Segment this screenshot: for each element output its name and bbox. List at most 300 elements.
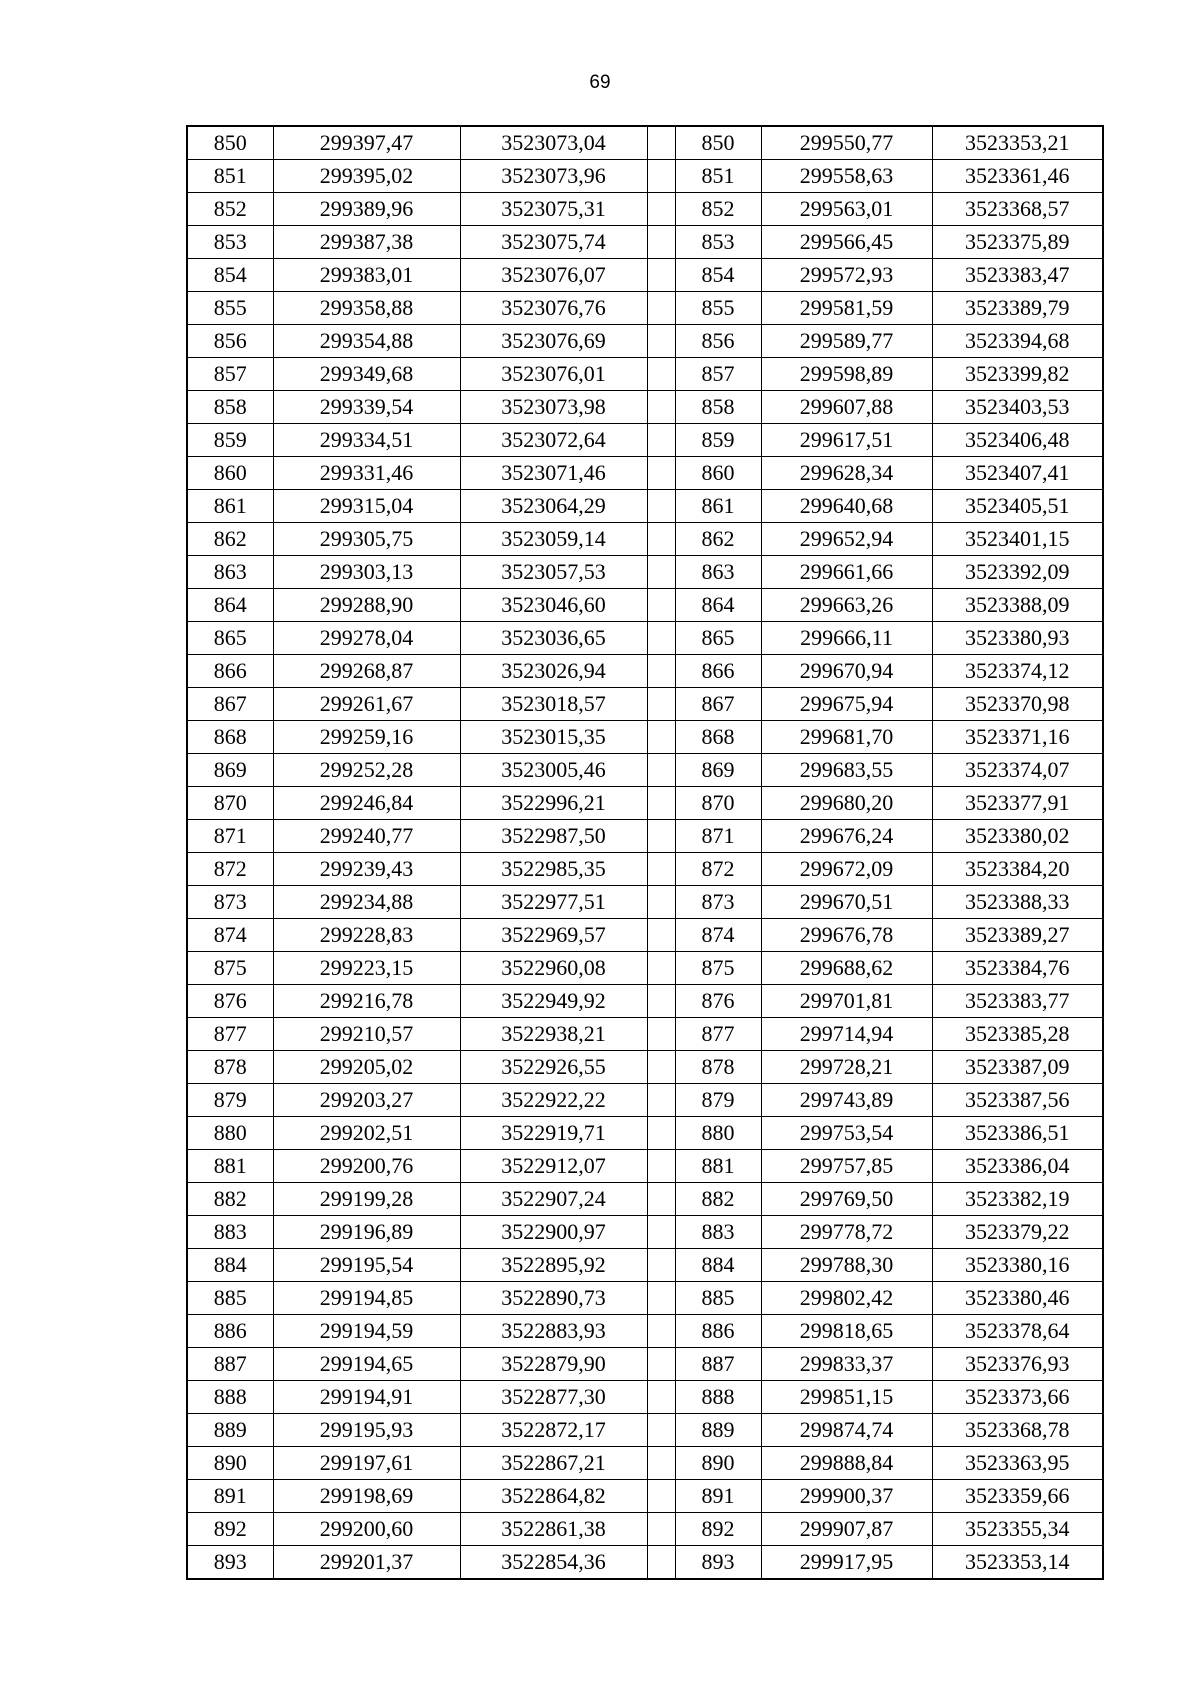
table-row <box>187 1183 1103 1216</box>
point-number-left-cell: 874 <box>187 919 273 952</box>
point-number-left-cell: 876 <box>187 985 273 1018</box>
spacer-cell-cell <box>647 1447 675 1480</box>
x-coordinate-left-cell: 299303,13 <box>273 556 460 589</box>
spacer-cell-cell <box>647 126 675 160</box>
y-coordinate-right-cell: 3523359,66 <box>932 1480 1103 1513</box>
point-number-left-cell: 865 <box>187 622 273 655</box>
table-row <box>187 1315 1103 1348</box>
point-number-right-cell: 880 <box>675 1117 761 1150</box>
x-coordinate-left-cell: 299198,69 <box>273 1480 460 1513</box>
point-number-left-cell: 870 <box>187 787 273 820</box>
table-row <box>187 655 1103 688</box>
point-number-right-cell: 851 <box>675 160 761 193</box>
y-coordinate-right-cell: 3523368,57 <box>932 193 1103 226</box>
y-coordinate-left-cell: 3522854,36 <box>460 1546 647 1580</box>
spacer-cell-cell <box>647 193 675 226</box>
y-coordinate-right-cell: 3523377,91 <box>932 787 1103 820</box>
x-coordinate-right-cell: 299753,54 <box>761 1117 932 1150</box>
y-coordinate-left-cell: 3523075,31 <box>460 193 647 226</box>
point-number-left-cell: 867 <box>187 688 273 721</box>
y-coordinate-right-cell: 3523380,46 <box>932 1282 1103 1315</box>
x-coordinate-left-cell: 299194,85 <box>273 1282 460 1315</box>
x-coordinate-left-cell: 299268,87 <box>273 655 460 688</box>
y-coordinate-right-cell: 3523376,93 <box>932 1348 1103 1381</box>
table-row <box>187 952 1103 985</box>
table-row <box>187 1150 1103 1183</box>
x-coordinate-right-cell: 299572,93 <box>761 259 932 292</box>
point-number-left-cell: 868 <box>187 721 273 754</box>
y-coordinate-left-cell: 3523073,04 <box>460 126 647 160</box>
y-coordinate-left-cell: 3522861,38 <box>460 1513 647 1546</box>
x-coordinate-left-cell: 299196,89 <box>273 1216 460 1249</box>
x-coordinate-right-cell: 299818,65 <box>761 1315 932 1348</box>
spacer-cell-cell <box>647 1414 675 1447</box>
y-coordinate-left-cell: 3522919,71 <box>460 1117 647 1150</box>
x-coordinate-right-cell: 299672,09 <box>761 853 932 886</box>
spacer-cell-cell <box>647 1183 675 1216</box>
x-coordinate-left-cell: 299195,54 <box>273 1249 460 1282</box>
y-coordinate-right-cell: 3523401,15 <box>932 523 1103 556</box>
table-row <box>187 1546 1103 1580</box>
x-coordinate-right-cell: 299550,77 <box>761 126 932 160</box>
spacer-cell-cell <box>647 589 675 622</box>
point-number-right-cell: 878 <box>675 1051 761 1084</box>
x-coordinate-right-cell: 299563,01 <box>761 193 932 226</box>
point-number-left-cell: 850 <box>187 126 273 160</box>
y-coordinate-right-cell: 3523353,21 <box>932 126 1103 160</box>
y-coordinate-right-cell: 3523374,07 <box>932 754 1103 787</box>
point-number-left-cell: 871 <box>187 820 273 853</box>
point-number-right-cell: 870 <box>675 787 761 820</box>
x-coordinate-right-cell: 299675,94 <box>761 688 932 721</box>
spacer-cell-cell <box>647 754 675 787</box>
spacer-cell-cell <box>647 952 675 985</box>
point-number-left-cell: 854 <box>187 259 273 292</box>
y-coordinate-right-cell: 3523380,02 <box>932 820 1103 853</box>
y-coordinate-left-cell: 3523018,57 <box>460 688 647 721</box>
x-coordinate-left-cell: 299288,90 <box>273 589 460 622</box>
y-coordinate-right-cell: 3523378,64 <box>932 1315 1103 1348</box>
x-coordinate-right-cell: 299701,81 <box>761 985 932 1018</box>
y-coordinate-right-cell: 3523371,16 <box>932 721 1103 754</box>
x-coordinate-left-cell: 299354,88 <box>273 325 460 358</box>
y-coordinate-right-cell: 3523373,66 <box>932 1381 1103 1414</box>
x-coordinate-left-cell: 299202,51 <box>273 1117 460 1150</box>
y-coordinate-left-cell: 3522912,07 <box>460 1150 647 1183</box>
x-coordinate-left-cell: 299252,28 <box>273 754 460 787</box>
point-number-left-cell: 863 <box>187 556 273 589</box>
table-row <box>187 1480 1103 1513</box>
point-number-left-cell: 891 <box>187 1480 273 1513</box>
x-coordinate-right-cell: 299652,94 <box>761 523 932 556</box>
y-coordinate-left-cell: 3522969,57 <box>460 919 647 952</box>
point-number-right-cell: 874 <box>675 919 761 952</box>
x-coordinate-left-cell: 299259,16 <box>273 721 460 754</box>
y-coordinate-left-cell: 3523059,14 <box>460 523 647 556</box>
y-coordinate-left-cell: 3522949,92 <box>460 985 647 1018</box>
spacer-cell-cell <box>647 853 675 886</box>
point-number-right-cell: 868 <box>675 721 761 754</box>
point-number-right-cell: 852 <box>675 193 761 226</box>
table-row <box>187 259 1103 292</box>
x-coordinate-left-cell: 299234,88 <box>273 886 460 919</box>
y-coordinate-right-cell: 3523383,77 <box>932 985 1103 1018</box>
point-number-right-cell: 861 <box>675 490 761 523</box>
spacer-cell-cell <box>647 1513 675 1546</box>
point-number-left-cell: 853 <box>187 226 273 259</box>
x-coordinate-left-cell: 299195,93 <box>273 1414 460 1447</box>
x-coordinate-left-cell: 299194,65 <box>273 1348 460 1381</box>
y-coordinate-right-cell: 3523406,48 <box>932 424 1103 457</box>
point-number-right-cell: 886 <box>675 1315 761 1348</box>
spacer-cell-cell <box>647 457 675 490</box>
table-row <box>187 853 1103 886</box>
x-coordinate-right-cell: 299589,77 <box>761 325 932 358</box>
point-number-right-cell: 867 <box>675 688 761 721</box>
point-number-left-cell: 889 <box>187 1414 273 1447</box>
point-number-right-cell: 855 <box>675 292 761 325</box>
y-coordinate-right-cell: 3523392,09 <box>932 556 1103 589</box>
point-number-left-cell: 872 <box>187 853 273 886</box>
y-coordinate-right-cell: 3523399,82 <box>932 358 1103 391</box>
x-coordinate-left-cell: 299200,76 <box>273 1150 460 1183</box>
table-row <box>187 688 1103 721</box>
y-coordinate-left-cell: 3523073,98 <box>460 391 647 424</box>
coordinates-table-body <box>187 126 1103 1579</box>
point-number-right-cell: 856 <box>675 325 761 358</box>
point-number-right-cell: 885 <box>675 1282 761 1315</box>
y-coordinate-left-cell: 3523057,53 <box>460 556 647 589</box>
y-coordinate-left-cell: 3522922,22 <box>460 1084 647 1117</box>
y-coordinate-right-cell: 3523387,56 <box>932 1084 1103 1117</box>
x-coordinate-left-cell: 299339,54 <box>273 391 460 424</box>
y-coordinate-right-cell: 3523386,04 <box>932 1150 1103 1183</box>
spacer-cell-cell <box>647 1546 675 1580</box>
point-number-left-cell: 859 <box>187 424 273 457</box>
table-row <box>187 985 1103 1018</box>
point-number-left-cell: 851 <box>187 160 273 193</box>
y-coordinate-right-cell: 3523386,51 <box>932 1117 1103 1150</box>
y-coordinate-right-cell: 3523394,68 <box>932 325 1103 358</box>
y-coordinate-right-cell: 3523368,78 <box>932 1414 1103 1447</box>
y-coordinate-left-cell: 3523005,46 <box>460 754 647 787</box>
table-row <box>187 457 1103 490</box>
point-number-left-cell: 860 <box>187 457 273 490</box>
spacer-cell-cell <box>647 1117 675 1150</box>
x-coordinate-right-cell: 299581,59 <box>761 292 932 325</box>
y-coordinate-left-cell: 3522987,50 <box>460 820 647 853</box>
spacer-cell-cell <box>647 1051 675 1084</box>
spacer-cell-cell <box>647 1018 675 1051</box>
point-number-right-cell: 869 <box>675 754 761 787</box>
point-number-right-cell: 857 <box>675 358 761 391</box>
table-row <box>187 820 1103 853</box>
point-number-left-cell: 864 <box>187 589 273 622</box>
x-coordinate-right-cell: 299900,37 <box>761 1480 932 1513</box>
point-number-left-cell: 884 <box>187 1249 273 1282</box>
y-coordinate-left-cell: 3523026,94 <box>460 655 647 688</box>
point-number-left-cell: 855 <box>187 292 273 325</box>
x-coordinate-right-cell: 299683,55 <box>761 754 932 787</box>
spacer-cell-cell <box>647 1084 675 1117</box>
point-number-left-cell: 882 <box>187 1183 273 1216</box>
spacer-cell-cell <box>647 490 675 523</box>
y-coordinate-right-cell: 3523388,09 <box>932 589 1103 622</box>
table-row <box>187 1348 1103 1381</box>
y-coordinate-left-cell: 3522985,35 <box>460 853 647 886</box>
table-row <box>187 523 1103 556</box>
y-coordinate-right-cell: 3523380,16 <box>932 1249 1103 1282</box>
x-coordinate-left-cell: 299240,77 <box>273 820 460 853</box>
y-coordinate-left-cell: 3522960,08 <box>460 952 647 985</box>
y-coordinate-left-cell: 3522907,24 <box>460 1183 647 1216</box>
point-number-left-cell: 887 <box>187 1348 273 1381</box>
table-row <box>187 391 1103 424</box>
x-coordinate-right-cell: 299676,24 <box>761 820 932 853</box>
x-coordinate-right-cell: 299833,37 <box>761 1348 932 1381</box>
y-coordinate-left-cell: 3522879,90 <box>460 1348 647 1381</box>
point-number-left-cell: 857 <box>187 358 273 391</box>
y-coordinate-left-cell: 3523046,60 <box>460 589 647 622</box>
table-row <box>187 1117 1103 1150</box>
y-coordinate-right-cell: 3523355,34 <box>932 1513 1103 1546</box>
x-coordinate-left-cell: 299349,68 <box>273 358 460 391</box>
y-coordinate-left-cell: 3523015,35 <box>460 721 647 754</box>
point-number-right-cell: 875 <box>675 952 761 985</box>
y-coordinate-left-cell: 3523076,07 <box>460 259 647 292</box>
x-coordinate-right-cell: 299661,66 <box>761 556 932 589</box>
point-number-right-cell: 872 <box>675 853 761 886</box>
y-coordinate-left-cell: 3522996,21 <box>460 787 647 820</box>
y-coordinate-left-cell: 3523073,96 <box>460 160 647 193</box>
point-number-left-cell: 881 <box>187 1150 273 1183</box>
point-number-right-cell: 876 <box>675 985 761 1018</box>
point-number-left-cell: 877 <box>187 1018 273 1051</box>
y-coordinate-right-cell: 3523403,53 <box>932 391 1103 424</box>
x-coordinate-left-cell: 299197,61 <box>273 1447 460 1480</box>
y-coordinate-left-cell: 3522926,55 <box>460 1051 647 1084</box>
x-coordinate-right-cell: 299757,85 <box>761 1150 932 1183</box>
spacer-cell-cell <box>647 160 675 193</box>
table-row <box>187 886 1103 919</box>
point-number-right-cell: 863 <box>675 556 761 589</box>
point-number-right-cell: 858 <box>675 391 761 424</box>
x-coordinate-right-cell: 299617,51 <box>761 424 932 457</box>
y-coordinate-left-cell: 3523036,65 <box>460 622 647 655</box>
point-number-right-cell: 865 <box>675 622 761 655</box>
coordinates-table <box>186 125 1104 1580</box>
point-number-right-cell: 893 <box>675 1546 761 1580</box>
spacer-cell-cell <box>647 1480 675 1513</box>
y-coordinate-left-cell: 3522867,21 <box>460 1447 647 1480</box>
x-coordinate-right-cell: 299802,42 <box>761 1282 932 1315</box>
y-coordinate-left-cell: 3522877,30 <box>460 1381 647 1414</box>
x-coordinate-right-cell: 299663,26 <box>761 589 932 622</box>
y-coordinate-right-cell: 3523405,51 <box>932 490 1103 523</box>
table-row <box>187 325 1103 358</box>
x-coordinate-right-cell: 299917,95 <box>761 1546 932 1580</box>
point-number-right-cell: 866 <box>675 655 761 688</box>
y-coordinate-right-cell: 3523389,79 <box>932 292 1103 325</box>
spacer-cell-cell <box>647 985 675 1018</box>
x-coordinate-right-cell: 299851,15 <box>761 1381 932 1414</box>
spacer-cell-cell <box>647 721 675 754</box>
y-coordinate-right-cell: 3523382,19 <box>932 1183 1103 1216</box>
point-number-left-cell: 883 <box>187 1216 273 1249</box>
spacer-cell-cell <box>647 655 675 688</box>
page-number: 69 <box>589 72 611 93</box>
point-number-left-cell: 861 <box>187 490 273 523</box>
point-number-right-cell: 860 <box>675 457 761 490</box>
y-coordinate-left-cell: 3523072,64 <box>460 424 647 457</box>
table-row <box>187 1018 1103 1051</box>
point-number-left-cell: 866 <box>187 655 273 688</box>
y-coordinate-right-cell: 3523370,98 <box>932 688 1103 721</box>
x-coordinate-left-cell: 299305,75 <box>273 523 460 556</box>
point-number-left-cell: 852 <box>187 193 273 226</box>
point-number-right-cell: 892 <box>675 1513 761 1546</box>
table-row <box>187 754 1103 787</box>
table-row <box>187 160 1103 193</box>
y-coordinate-right-cell: 3523380,93 <box>932 622 1103 655</box>
point-number-left-cell: 856 <box>187 325 273 358</box>
table-row <box>187 490 1103 523</box>
spacer-cell-cell <box>647 325 675 358</box>
x-coordinate-left-cell: 299397,47 <box>273 126 460 160</box>
point-number-right-cell: 891 <box>675 1480 761 1513</box>
x-coordinate-right-cell: 299743,89 <box>761 1084 932 1117</box>
table-row <box>187 721 1103 754</box>
point-number-right-cell: 873 <box>675 886 761 919</box>
spacer-cell-cell <box>647 259 675 292</box>
point-number-left-cell: 886 <box>187 1315 273 1348</box>
x-coordinate-right-cell: 299566,45 <box>761 226 932 259</box>
point-number-left-cell: 878 <box>187 1051 273 1084</box>
table-row <box>187 193 1103 226</box>
point-number-right-cell: 859 <box>675 424 761 457</box>
x-coordinate-left-cell: 299216,78 <box>273 985 460 1018</box>
y-coordinate-left-cell: 3522864,82 <box>460 1480 647 1513</box>
x-coordinate-right-cell: 299666,11 <box>761 622 932 655</box>
x-coordinate-right-cell: 299628,34 <box>761 457 932 490</box>
y-coordinate-left-cell: 3522872,17 <box>460 1414 647 1447</box>
y-coordinate-left-cell: 3523076,01 <box>460 358 647 391</box>
y-coordinate-left-cell: 3522977,51 <box>460 886 647 919</box>
point-number-right-cell: 881 <box>675 1150 761 1183</box>
y-coordinate-right-cell: 3523384,20 <box>932 853 1103 886</box>
table-row <box>187 1084 1103 1117</box>
x-coordinate-left-cell: 299223,15 <box>273 952 460 985</box>
spacer-cell-cell <box>647 292 675 325</box>
spacer-cell-cell <box>647 1315 675 1348</box>
point-number-left-cell: 869 <box>187 754 273 787</box>
table-row <box>187 1249 1103 1282</box>
x-coordinate-right-cell: 299907,87 <box>761 1513 932 1546</box>
point-number-left-cell: 879 <box>187 1084 273 1117</box>
point-number-left-cell: 888 <box>187 1381 273 1414</box>
spacer-cell-cell <box>647 820 675 853</box>
y-coordinate-right-cell: 3523361,46 <box>932 160 1103 193</box>
x-coordinate-right-cell: 299607,88 <box>761 391 932 424</box>
y-coordinate-right-cell: 3523387,09 <box>932 1051 1103 1084</box>
point-number-left-cell: 862 <box>187 523 273 556</box>
x-coordinate-left-cell: 299228,83 <box>273 919 460 952</box>
x-coordinate-right-cell: 299676,78 <box>761 919 932 952</box>
table-row <box>187 126 1103 160</box>
x-coordinate-left-cell: 299389,96 <box>273 193 460 226</box>
table-row <box>187 622 1103 655</box>
point-number-right-cell: 864 <box>675 589 761 622</box>
point-number-right-cell: 877 <box>675 1018 761 1051</box>
x-coordinate-right-cell: 299778,72 <box>761 1216 932 1249</box>
x-coordinate-right-cell: 299888,84 <box>761 1447 932 1480</box>
x-coordinate-right-cell: 299688,62 <box>761 952 932 985</box>
y-coordinate-right-cell: 3523379,22 <box>932 1216 1103 1249</box>
x-coordinate-right-cell: 299670,51 <box>761 886 932 919</box>
x-coordinate-right-cell: 299640,68 <box>761 490 932 523</box>
point-number-left-cell: 858 <box>187 391 273 424</box>
y-coordinate-right-cell: 3523385,28 <box>932 1018 1103 1051</box>
x-coordinate-right-cell: 299714,94 <box>761 1018 932 1051</box>
point-number-right-cell: 888 <box>675 1381 761 1414</box>
spacer-cell-cell <box>647 886 675 919</box>
y-coordinate-right-cell: 3523383,47 <box>932 259 1103 292</box>
spacer-cell-cell <box>647 688 675 721</box>
x-coordinate-left-cell: 299210,57 <box>273 1018 460 1051</box>
point-number-right-cell: 889 <box>675 1414 761 1447</box>
x-coordinate-left-cell: 299383,01 <box>273 259 460 292</box>
spacer-cell-cell <box>647 1150 675 1183</box>
table-row <box>187 919 1103 952</box>
table-row <box>187 1216 1103 1249</box>
table-row <box>187 226 1103 259</box>
table-row <box>187 358 1103 391</box>
spacer-cell-cell <box>647 424 675 457</box>
spacer-cell-cell <box>647 1282 675 1315</box>
point-number-right-cell: 879 <box>675 1084 761 1117</box>
table-row <box>187 1513 1103 1546</box>
spacer-cell-cell <box>647 622 675 655</box>
point-number-right-cell: 890 <box>675 1447 761 1480</box>
x-coordinate-right-cell: 299728,21 <box>761 1051 932 1084</box>
spacer-cell-cell <box>647 358 675 391</box>
x-coordinate-left-cell: 299278,04 <box>273 622 460 655</box>
x-coordinate-left-cell: 299194,91 <box>273 1381 460 1414</box>
x-coordinate-left-cell: 299331,46 <box>273 457 460 490</box>
spacer-cell-cell <box>647 391 675 424</box>
y-coordinate-left-cell: 3522890,73 <box>460 1282 647 1315</box>
point-number-left-cell: 880 <box>187 1117 273 1150</box>
spacer-cell-cell <box>647 523 675 556</box>
spacer-cell-cell <box>647 1249 675 1282</box>
x-coordinate-right-cell: 299598,89 <box>761 358 932 391</box>
y-coordinate-left-cell: 3523064,29 <box>460 490 647 523</box>
y-coordinate-left-cell: 3523076,69 <box>460 325 647 358</box>
y-coordinate-right-cell: 3523374,12 <box>932 655 1103 688</box>
table-row <box>187 1282 1103 1315</box>
x-coordinate-left-cell: 299261,67 <box>273 688 460 721</box>
table-row <box>187 787 1103 820</box>
y-coordinate-left-cell: 3522895,92 <box>460 1249 647 1282</box>
spacer-cell-cell <box>647 919 675 952</box>
x-coordinate-left-cell: 299395,02 <box>273 160 460 193</box>
point-number-left-cell: 873 <box>187 886 273 919</box>
y-coordinate-left-cell: 3523071,46 <box>460 457 647 490</box>
spacer-cell-cell <box>647 1216 675 1249</box>
point-number-right-cell: 854 <box>675 259 761 292</box>
x-coordinate-right-cell: 299670,94 <box>761 655 932 688</box>
y-coordinate-right-cell: 3523389,27 <box>932 919 1103 952</box>
